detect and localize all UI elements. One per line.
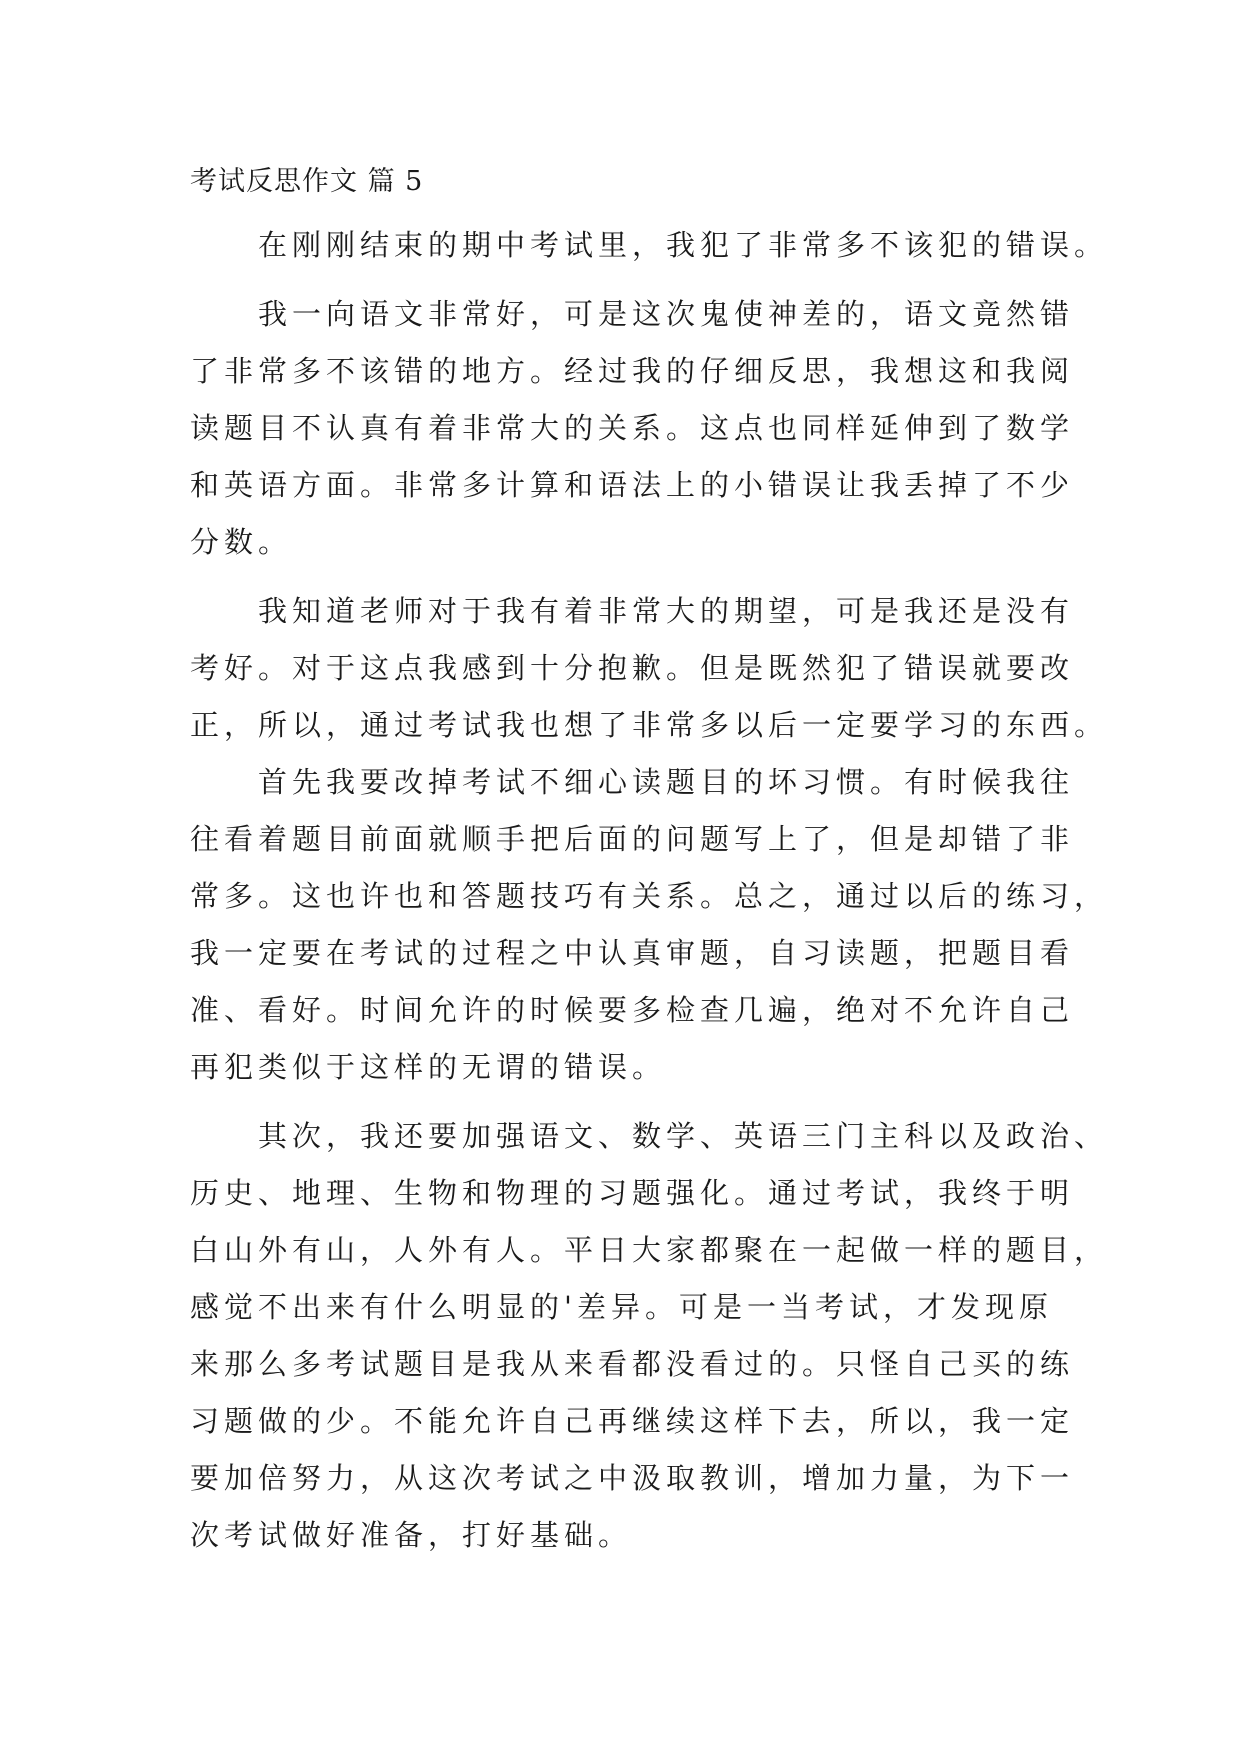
paragraph-3 <box>190 583 1109 754</box>
paragraph-4 <box>190 754 1109 1096</box>
text-line: 首先我要改掉考试不细心读题目的坏习惯。有时候我往 <box>258 765 1075 799</box>
paragraph-gap <box>190 1096 1080 1108</box>
text-line: 感觉不出来有什么明显的'差异。可是一当考试，才发现原 <box>190 1290 1053 1324</box>
text-line: 了非常多不该错的地方。经过我的仔细反思，我想这和我阅 <box>190 354 1075 388</box>
text-line: 再犯类似于这样的无谓的错误。 <box>190 1050 667 1084</box>
paragraph-1 <box>190 217 1109 274</box>
document-body <box>190 217 1109 1564</box>
text-line: 次考试做好准备，打好基础。 <box>190 1518 633 1552</box>
text-line: 考好。对于这点我感到十分抱歉。但是既然犯了错误就要改 <box>190 651 1075 685</box>
text-line: 来那么多考试题目是我从来看都没看过的。只怪自己买的练 <box>190 1347 1075 1381</box>
text-line: 习题做的少。不能允许自己再继续这样下去，所以，我一定 <box>190 1404 1075 1438</box>
text-line: 我一向语文非常好，可是这次鬼使神差的，语文竟然错 <box>258 297 1075 331</box>
text-line: 分数。 <box>190 525 293 559</box>
paragraph-gap <box>190 274 1080 286</box>
text-line: 常多。这也许也和答题技巧有关系。总之，通过以后的练习， <box>190 879 1109 913</box>
text-line: 我一定要在考试的过程之中认真审题，自习读题，把题目看 <box>190 936 1075 970</box>
text-line: 和英语方面。非常多计算和语法上的小错误让我丢掉了不少 <box>190 468 1075 502</box>
text-line: 白山外有山，人外有人。平日大家都聚在一起做一样的题目， <box>190 1233 1109 1267</box>
text-line: 往看着题目前面就顺手把后面的问题写上了，但是却错了非 <box>190 822 1075 856</box>
text-line: 读题目不认真有着非常大的关系。这点也同样延伸到了数学 <box>190 411 1075 445</box>
text-line: 正，所以，通过考试我也想了非常多以后一定要学习的东西。 <box>190 708 1109 742</box>
text-line: 准、看好。时间允许的时候要多检查几遍，绝对不允许自己 <box>190 993 1075 1027</box>
paragraph-gap <box>190 571 1080 583</box>
text-line: 历史、地理、生物和物理的习题强化。通过考试，我终于明 <box>190 1176 1075 1210</box>
text-line: 我知道老师对于我有着非常大的期望，可是我还是没有 <box>258 594 1075 628</box>
document-title: 考试反思作文 篇 5 <box>190 166 424 197</box>
text-line: 在刚刚结束的期中考试里，我犯了非常多不该犯的错误。 <box>258 228 1109 262</box>
text-line: 其次，我还要加强语文、数学、英语三门主科以及政治、 <box>258 1119 1109 1153</box>
paragraph-5 <box>190 1108 1109 1564</box>
paragraph-2 <box>190 286 1080 571</box>
text-line: 要加倍努力，从这次考试之中汲取教训，增加力量，为下一 <box>190 1461 1075 1495</box>
